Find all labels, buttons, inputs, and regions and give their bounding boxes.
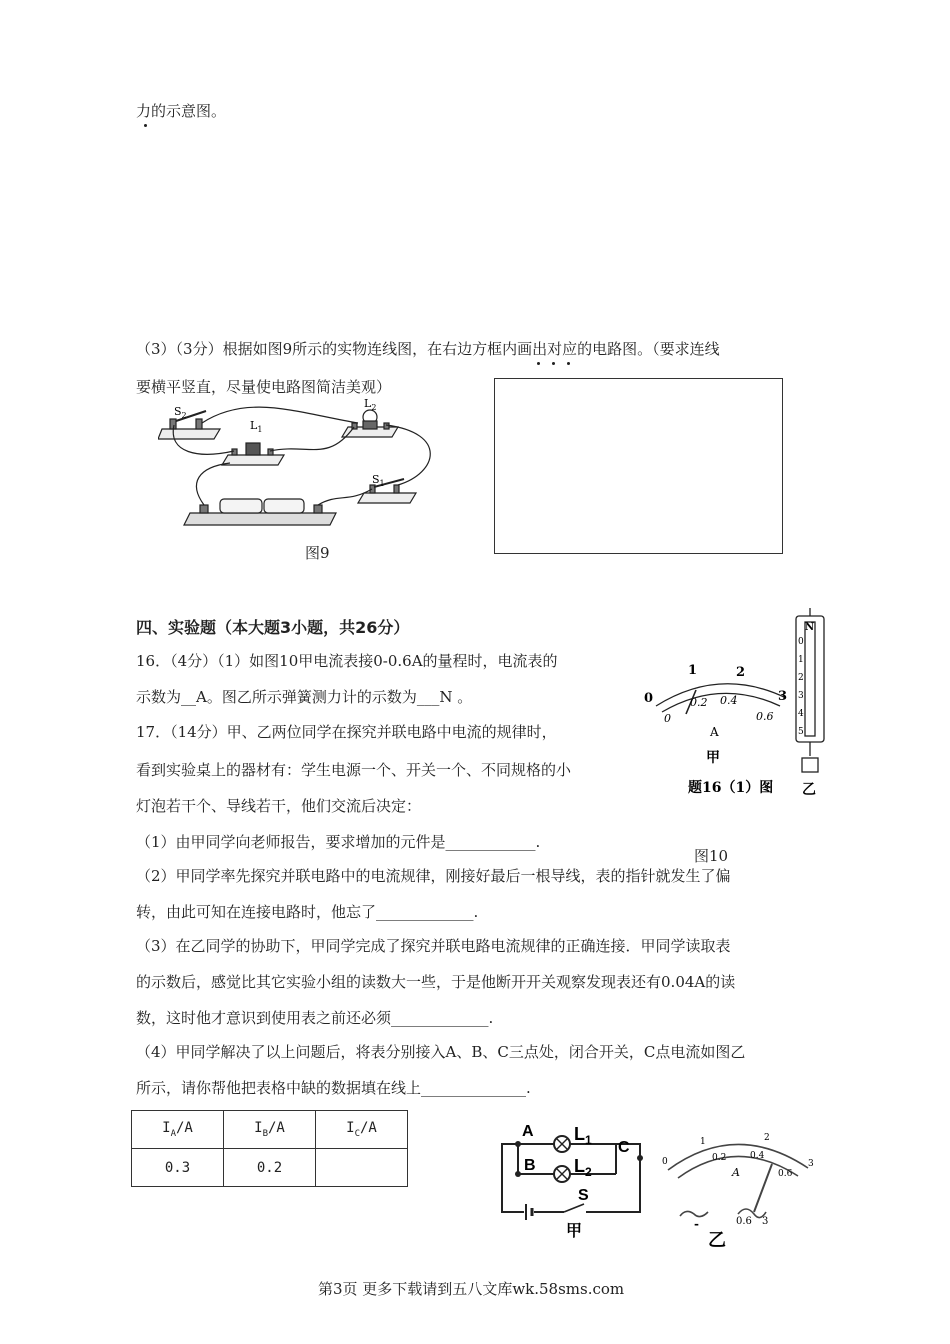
ammeter2-tick-2: 2 xyxy=(764,1133,770,1143)
ammeter2-tick-1: 1 xyxy=(700,1137,706,1147)
fig9-caption: 图9 xyxy=(305,544,330,562)
fig10-title: 题16（1）图 xyxy=(688,780,774,796)
spring-scale-unit: N xyxy=(805,622,815,633)
circuit-label-b: B xyxy=(524,1157,536,1174)
table-header-ib: $I_B/A$ xyxy=(224,1111,316,1149)
spring-tick-5: 5 xyxy=(798,727,804,737)
fig10-caption: 图10 xyxy=(694,847,729,865)
table-header-ic: $I_C/A$ xyxy=(316,1111,408,1149)
ammeter2-tick-3: 3 xyxy=(808,1159,814,1169)
ammeter2-unit: A xyxy=(732,1166,740,1179)
q3-line1: （3）（3分）根据如图9所示的实物连线图，在右边方框内画出对应的电路图。（要求连线 xyxy=(136,340,720,358)
spring-tick-0: 0 xyxy=(798,637,804,647)
ammeter-subtick-06: 0.6 xyxy=(756,710,774,723)
q17-part3-line1: （3）在乙同学的协助下，甲同学完成了探究并联电路电流规律的正确连接．甲同学读取表 xyxy=(136,937,731,955)
table-header-row xyxy=(132,1111,408,1149)
page-footer: 第3页 更多下载请到五八文库wk.58sms.com xyxy=(318,1280,625,1298)
circuit-label-c: C xyxy=(618,1139,630,1156)
q17-part2-line2: 转，由此可知在连接电路时，他忘了_____________. xyxy=(136,903,479,921)
ammeter2-terminal-neg: - xyxy=(694,1217,699,1231)
table-header-ia: $I_A/A$ xyxy=(132,1111,224,1149)
circuit-label-a: A xyxy=(522,1123,534,1140)
node-b xyxy=(515,1171,521,1177)
spring-tick-4: 4 xyxy=(798,709,804,719)
current-table xyxy=(131,1110,408,1187)
intro-line: 力的示意图。 xyxy=(136,102,227,120)
ammeter2-subtick-04: 0.4 xyxy=(750,1151,765,1161)
emphasis-dot xyxy=(552,362,555,365)
q16-line2: 示数为__A。图乙所示弹簧测力计的示数为___N 。 xyxy=(136,688,473,706)
circuit-diagram-jia xyxy=(496,1118,656,1244)
ammeter2-tick-0: 0 xyxy=(662,1157,668,1167)
ammeter-tick-2: 2 xyxy=(736,665,746,680)
circuit-label-l1: $L_1$ xyxy=(574,1124,592,1147)
spring-tick-3: 3 xyxy=(798,691,804,701)
emphasis-dot xyxy=(567,362,570,365)
circuit-label-s: S xyxy=(578,1187,589,1204)
ammeter-subtick-04: 0.4 xyxy=(720,694,738,707)
answer-box xyxy=(494,378,783,554)
section-heading: 四、实验题（本大题3小题，共26分） xyxy=(136,618,410,637)
q17-part2-line1: （2）甲同学率先探究并联电路中的电流规律，刚接好最后一根导线，表的指针就发生了偏 xyxy=(136,867,731,885)
ammeter2-label-yi: 乙 xyxy=(708,1230,726,1250)
node-a xyxy=(515,1141,521,1147)
table-row xyxy=(132,1149,408,1187)
ammeter2-subtick-06: 0.6 xyxy=(778,1169,793,1179)
emphasis-dot xyxy=(144,124,147,127)
q17-line3: 灯泡若干个、导线若干，他们交流后决定： xyxy=(136,797,422,815)
table-cell-ib: 0.2 xyxy=(224,1149,316,1187)
ammeter-tick-0: 0 xyxy=(644,691,654,706)
ammeter2-terminal-06: 0.6 xyxy=(736,1216,752,1227)
ammeter-tick-1: 1 xyxy=(688,663,698,678)
q17-line1: 17．（14分）甲、乙两位同学在探究并联电路中电流的规律时， xyxy=(136,723,557,741)
q17-part3-line3: 数，这时他才意识到使用表之前还必须_____________. xyxy=(136,1009,494,1027)
q17-part1: （1）由甲同学向老师报告，要求增加的元件是____________. xyxy=(136,833,541,851)
ammeter-diagram-yi xyxy=(660,1120,820,1250)
q17-part4-line2: 所示，请你帮他把表格中缺的数据填在线上______________. xyxy=(136,1079,531,1097)
table-cell-ia: 0.3 xyxy=(132,1149,224,1187)
ammeter-subtick-02: 0.2 xyxy=(690,696,708,709)
q16-line1: 16．（4分）（1）如图10甲电流表接0-0.6A的量程时，电流表的 xyxy=(136,652,558,670)
q17-part4-line1: （4）甲同学解决了以上问题后，将表分别接入A、B、C三点处，闭合开关，C点电流如图乙 xyxy=(136,1043,746,1061)
ammeter2-terminal-3: 3 xyxy=(762,1216,769,1227)
spring-tick-1: 1 xyxy=(798,655,804,665)
node-c xyxy=(637,1155,643,1161)
circuit-label-jia: 甲 xyxy=(566,1221,583,1240)
ammeter2-subtick-02: 0.2 xyxy=(712,1153,727,1163)
q17-line2: 看到实验桌上的器材有：学生电源一个、开关一个、不同规格的小 xyxy=(136,761,572,779)
table-cell-ic[interactable] xyxy=(316,1149,408,1187)
q3-line2: 要横平竖直，尽量使电路图简洁美观） xyxy=(136,378,392,396)
ammeter-subtick-0: 0 xyxy=(664,712,671,725)
spring-tick-2: 2 xyxy=(798,673,804,683)
ammeter-tick-3: 3 xyxy=(778,689,788,704)
fig10-label-yi: 乙 xyxy=(802,782,816,798)
fig9-label-l1: $L_1$ xyxy=(250,419,263,434)
fig9-label-s1: $S_1$ xyxy=(372,473,385,488)
fig9-label-s2: $S_2$ xyxy=(174,405,187,420)
figure-9-wiring xyxy=(158,393,448,533)
ammeter-unit: A xyxy=(710,725,719,739)
fig10-label-jia: 甲 xyxy=(706,750,720,766)
q17-part3-line2: 的示数后，感觉比其它实验小组的读数大一些，于是他断开开关观察发现表还有0.04A的读 xyxy=(136,973,736,991)
emphasis-dot xyxy=(537,362,540,365)
fig9-label-l2: $L_2$ xyxy=(364,397,377,412)
figure-10 xyxy=(640,606,830,806)
circuit-label-l2: $L_2$ xyxy=(574,1156,592,1179)
